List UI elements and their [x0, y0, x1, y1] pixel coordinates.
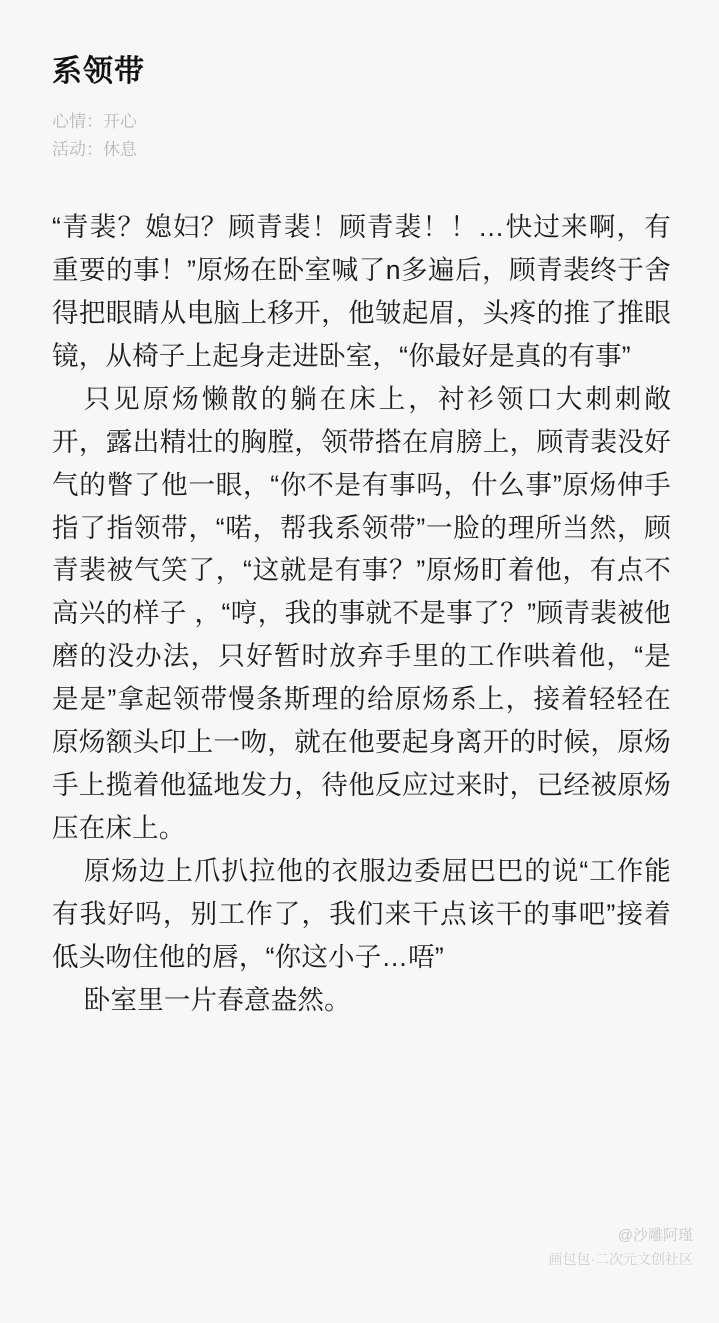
article-body: [52, 206, 671, 1022]
paragraph: 只见原炀懒散的躺在床上，衬衫领口大刺刺敞开，露出精壮的胸膛，领带搭在肩膀上，顾青裴没好气的瞥了他一眼，“你不是有事吗，什么事”原炀伸手指了指领带，“喏，帮我系领带”一脸的理所当然，顾青裴被气笑了，“这就是有事？”原炀盯着他，有点不高兴的样子 ，“哼，我的事就不是事了？”顾青裴被他磨的没办法，只好暂时放弃手里的工作哄着他，“是是是”拿起领带慢条斯理的给原炀系上，接着轻轻在原炀额头印上一吻，就在他要起身离开的时候，原炀手上揽着他猛地发力，待他反应过来时，已经被原炀压在床上。: [52, 383, 671, 843]
paragraph: “青裴？媳妇？顾青裴！顾青裴！！…快过来啊，有重要的事！”原炀在卧室喊了n多遍后，顾青裴终于舍得把眼睛从电脑上移开，他皱起眉，头疼的推了推眼镜，从椅子上起身走进卧室，“你最好是真的有事”: [52, 212, 671, 371]
paragraph: 原炀边上爪扒拉他的衣服边委屈巴巴的说“工作能有我好吗，别工作了，我们来干点该干的事吧”接着低头吻住他的唇，“你这小子…唔”: [52, 855, 671, 972]
page-title: 系领带: [52, 55, 145, 88]
meta-mood: 心情：开心: [52, 112, 137, 131]
watermark: [548, 1224, 693, 1271]
watermark-author: @沙雕阿瑾: [617, 1227, 693, 1245]
paragraph: 卧室里一片春意盎然。: [83, 984, 351, 1015]
article-meta: [52, 108, 671, 164]
meta-activity: 活动：休息: [52, 140, 137, 160]
watermark-site: 画包包·二次元文创社区: [548, 1251, 693, 1268]
